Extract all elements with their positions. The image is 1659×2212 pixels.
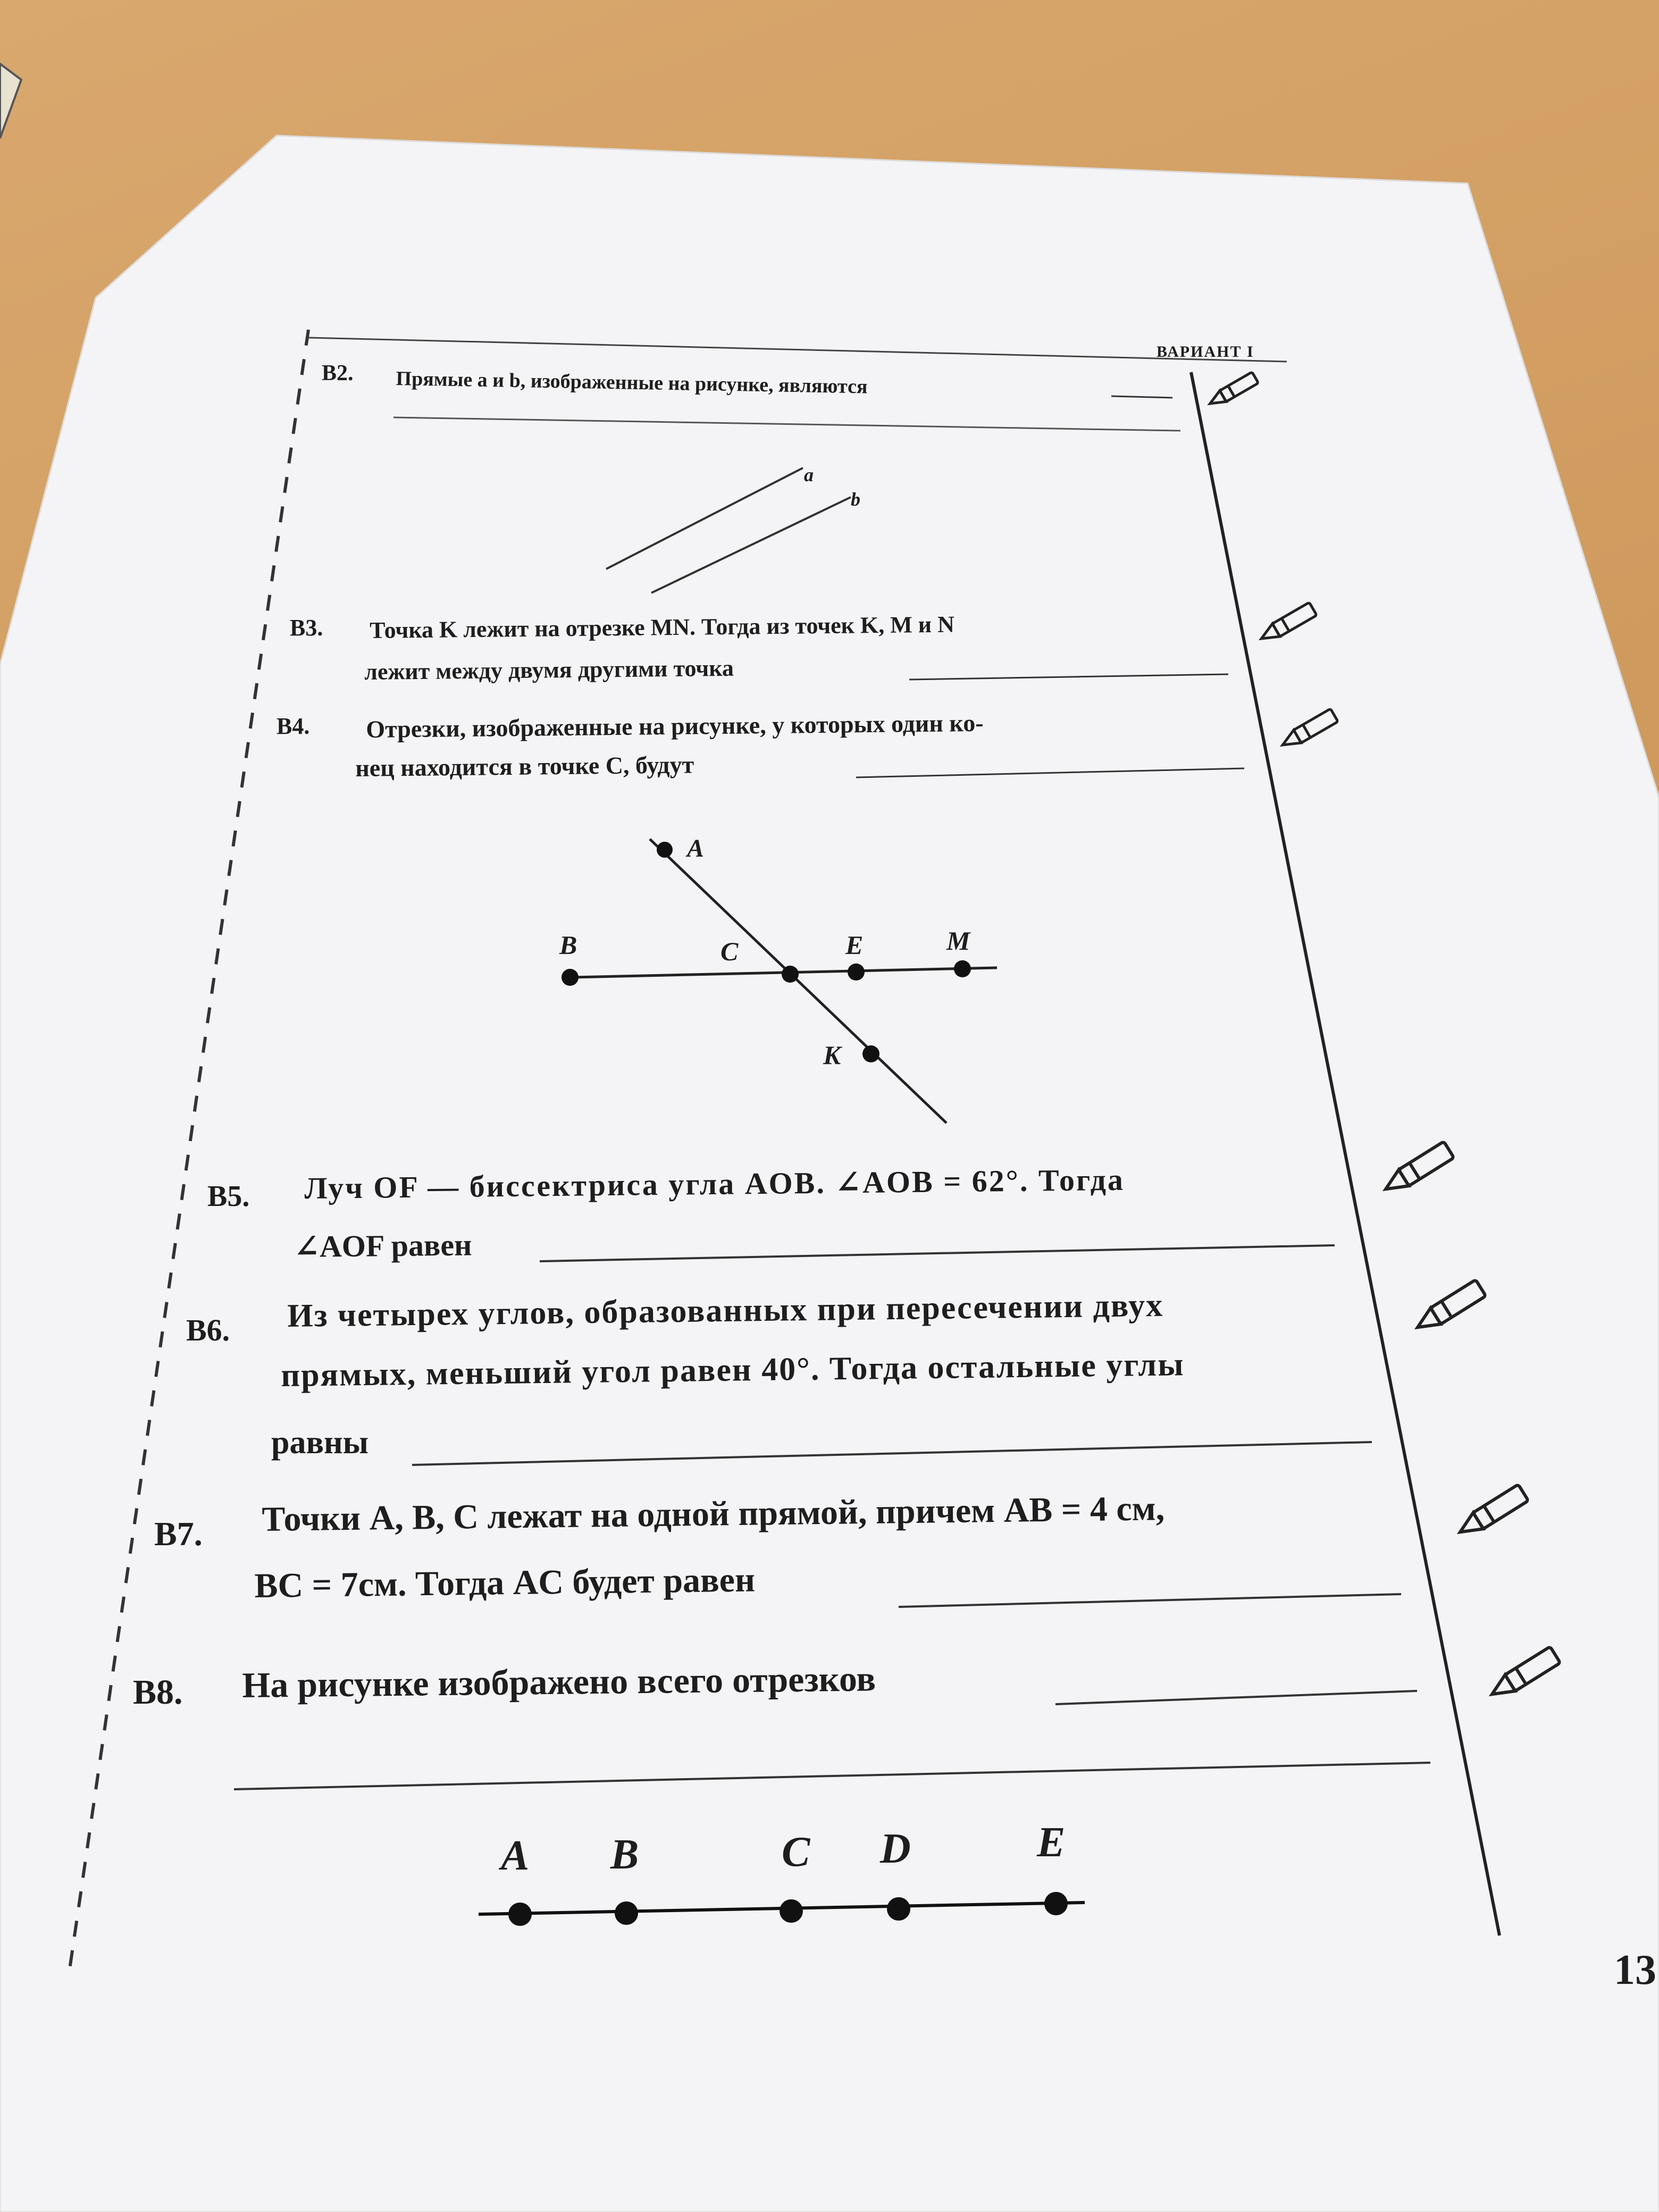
label-point-m: M [946,926,970,956]
label-b8-e: E [1037,1819,1066,1866]
point-c [782,966,799,983]
question-text-b6-line2: прямых, меньший угол равен 40°. Тогда остальные углы [281,1346,1185,1394]
question-text-b2: Прямые a и b, изображенные на рисунке, являются [396,367,868,398]
question-text-b4-line2: нец находится в точке C, будут [355,751,694,782]
question-text-b5-line1: Луч OF — биссектриса угла AOB. ∠AOB = 62°. Тогда [304,1162,1125,1205]
question-number-b2: В2. [322,361,354,386]
point-b8-e [1044,1892,1068,1915]
pen-tip [0,64,21,138]
question-text-b5-line2: ∠AOF равен [294,1227,472,1264]
question-text-b7-line2: BC = 7см. Тогда AC будет равен [254,1560,756,1605]
question-text-b3-line1: Точка K лежит на отрезке MN. Тогда из точек K, M и N [370,611,955,643]
question-number-b8: В8. [133,1673,183,1712]
point-b8-b [615,1901,638,1925]
point-b8-d [887,1897,910,1921]
label-point-b: B [559,930,577,960]
label-b8-b: B [610,1831,639,1878]
page-number: 13 [1614,1947,1656,1993]
point-k [862,1045,879,1062]
point-b [562,969,579,986]
question-number-b4: В4. [276,713,310,739]
label-b: b [851,489,860,510]
question-text-b6-line3: равны [271,1425,369,1461]
label-point-c: C [720,936,739,966]
point-m [954,960,971,977]
question-text-b3-line2: лежит между двумя другими точка [364,655,734,685]
label-b8-d: D [880,1825,911,1872]
question-text-b8: На рисунке изображено всего отрезков [242,1658,876,1705]
question-text-b4-line1: Отрезки, изображенные на рисунке, у которых один ко- [366,709,984,743]
label-a: a [804,464,814,485]
variant-label: ВАРИАНТ I [1157,343,1254,361]
point-a [657,842,673,858]
question-text-b7-line1: Точки A, B, C лежат на одной прямой, причем AB = 4 см, [262,1489,1165,1539]
question-number-b3: В3. [290,615,323,641]
question-text-b6-line1: Из четырех углов, образованных при пересечении двух [287,1287,1164,1334]
label-b8-c: C [782,1829,810,1875]
label-point-e: E [845,930,864,960]
label-point-a: A [687,834,705,862]
point-b8-a [508,1903,532,1926]
label-point-k: K [823,1040,841,1070]
point-e [848,963,865,981]
question-number-b6: В6. [186,1313,230,1347]
label-b8-a: A [501,1832,530,1879]
question-number-b5: В5. [207,1180,250,1213]
question-number-b7: В7. [154,1515,203,1553]
point-b8-c [780,1899,803,1923]
